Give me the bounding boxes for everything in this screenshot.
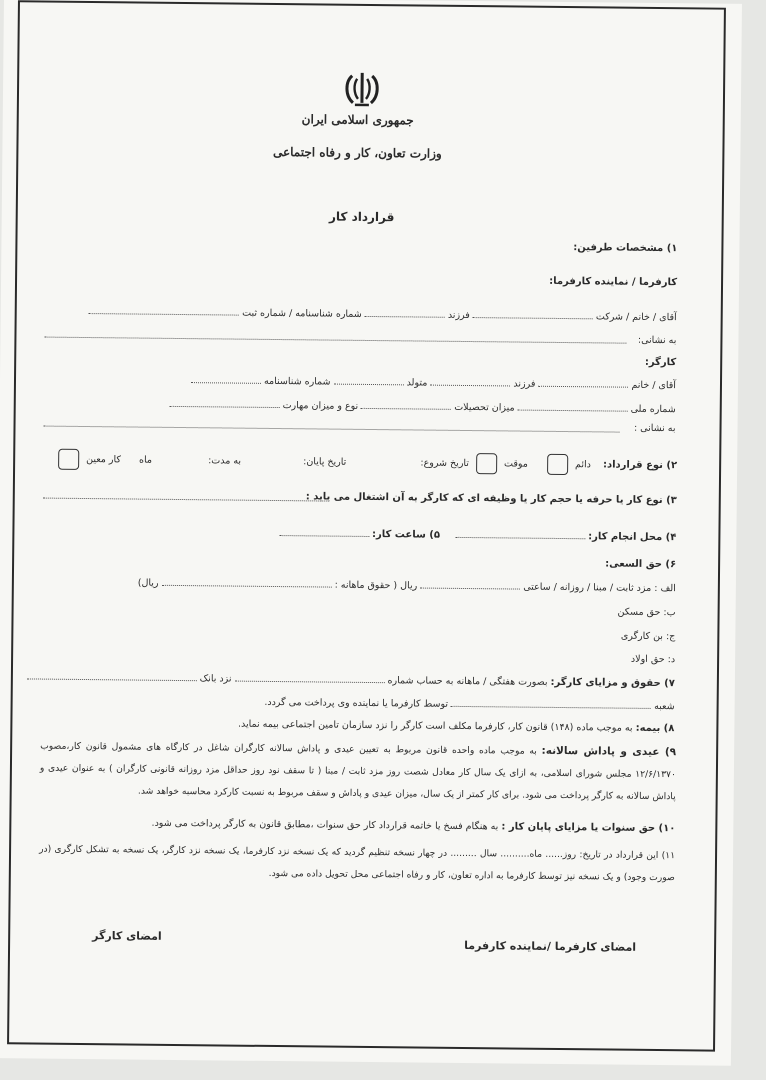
end-date-label: تاریخ پایان: xyxy=(303,456,347,468)
worker-id-label: شماره شناسنامه xyxy=(263,375,331,388)
account-number-field[interactable] xyxy=(235,673,385,684)
section-9-text: به موجب ماده واحده قانون مربوط به تعیین عیدی و پاداش سالانه کارگران شاغل در کارگاه های مشمول قانون کار،مصوب ۱۲/۶/۱۳۷۰ مجلس شورای اسلامی، به ازای یک سال کار معادل شصت روز مزد ثابت / مبنا ( تا سقف نود روز حداقل مزد روزانه قانونی کارگران ) به عنوان عیدی و پاداش سالانه به کارگر پرداخت می شود. برای کار کمتر از یک سال، میزان عیدی و پاداش و سقف مربوط به نسبت کارکرد محاسبه خواهد شد. xyxy=(39,740,676,803)
housing-allowance-label: ب: حق مسکن xyxy=(617,606,676,619)
employer-signature-label: امضای کارفرما /نماینده کارفرما xyxy=(464,939,637,954)
employer-heading: کارفرما / نماینده کارفرما: xyxy=(549,275,678,289)
monthly-salary-field[interactable] xyxy=(162,577,332,588)
section-9 xyxy=(40,735,677,809)
working-hours-label: ۵) ساعت کار: xyxy=(371,529,441,541)
worker-name-field[interactable] xyxy=(538,378,628,388)
worker-father-label: فرزند xyxy=(513,378,536,390)
section-10-text: به هنگام فسخ یا خاتمه قرارداد کار حق سنوات ،مطابق قانون به کارگر پرداخت می شود. xyxy=(151,817,499,833)
worker-national-id-label: شماره ملی xyxy=(630,403,676,416)
section-8-text: به موجب ماده (۱۴۸) قانون کار، کارفرما مکلف است کارگر را نزد سازمان تامین اجتماعی بیمه نماید. xyxy=(237,718,633,734)
workplace-label: ۴) محل انجام کار: xyxy=(588,531,677,544)
start-date-label: تاریخ شروع: xyxy=(420,457,470,470)
employer-name-field[interactable] xyxy=(473,309,593,319)
worker-heading: کارگر: xyxy=(644,356,677,369)
account-label: بصورت هفتگی / ماهانه به حساب شماره xyxy=(387,675,548,688)
child-allowance-label: د: حق اولاد xyxy=(630,653,676,666)
section-6-heading: ۶) حق السعی: xyxy=(605,558,677,571)
duration-label: به مدت: xyxy=(208,455,242,467)
branch-label: شعبه xyxy=(654,700,675,713)
section-1-heading: ۱) مشخصات طرفین: xyxy=(573,242,678,255)
section-9-heading: ۹) عیدی و پاداش سالانه: xyxy=(541,744,677,759)
section-3-heading: ۳) نوع کار یا حرفه یا حجم کار یا وظیفه ای که کارگر به آن اشتغال می یابد : xyxy=(305,491,677,507)
working-hours-field[interactable] xyxy=(279,527,369,537)
specific-work-checkbox[interactable] xyxy=(58,449,79,470)
permanent-label: دائم xyxy=(574,459,591,471)
workplace-field[interactable] xyxy=(455,529,585,539)
permanent-checkbox[interactable] xyxy=(547,454,568,475)
specific-work-label: کار معین xyxy=(86,454,122,466)
employer-name-label: آقای / خانم / شرکت xyxy=(595,311,677,324)
worker-education-field[interactable] xyxy=(361,400,451,410)
worker-birth-field[interactable] xyxy=(334,376,404,386)
worker-skill-label: نوع و میزان مهارت xyxy=(282,400,359,412)
payment-note: توسط کارفرما یا نماینده وی پرداخت می گردد. xyxy=(264,696,449,710)
temporary-checkbox[interactable] xyxy=(476,453,497,474)
worker-education-label: میزان تحصیلات xyxy=(454,401,515,414)
republic-name: جمهوری اسلامی ایران xyxy=(301,112,414,128)
worker-address-label: به نشانی : xyxy=(633,422,676,435)
worker-signature-label: امضای کارگر xyxy=(92,929,162,943)
section-10-heading: ۱۰) حق سنوات یا مزایای پایان کار : xyxy=(501,821,676,835)
branch-field[interactable] xyxy=(451,698,651,709)
month-label: ماه xyxy=(139,454,153,466)
section-11-text: ۱۱) این قرارداد در تاریخ: روز...... ماه.......... سال ......... در چهار نسخه تنظیم گردید که یک نسخه نزد کارفرما، یک نسخه نزد کارگر، یک نسخه به تشکل کارگری (در صورت وجود) و یک نسخه نیز توسط کارفرما به اداره تعاون، کار و رفاه اجتماعی محل تحویل داده می شود. xyxy=(39,843,676,884)
temporary-label: موقت xyxy=(503,458,528,470)
base-wage-field[interactable] xyxy=(420,580,520,590)
rial-label: ریال) xyxy=(137,577,159,589)
section-8-heading: ۸) بیمه: xyxy=(635,722,675,735)
iran-emblem-icon xyxy=(341,70,383,110)
page-title: قرارداد کار xyxy=(328,209,395,225)
ministry-name: وزارت تعاون، کار و رفاه اجتماعی xyxy=(272,144,442,161)
employer-id-label: شماره شناسنامه / شماره ثبت xyxy=(242,307,362,320)
worker-national-id-field[interactable] xyxy=(518,402,628,412)
base-wage-label: الف : مزد ثابت / مبنا / روزانه / ساعتی xyxy=(523,581,676,595)
bank-name-field[interactable] xyxy=(27,670,197,681)
section-11 xyxy=(39,839,675,890)
worker-birth-label: متولد xyxy=(406,377,428,389)
worker-name-label: آقای / خانم xyxy=(631,379,677,392)
employer-father-field[interactable] xyxy=(365,308,445,318)
monthly-salary-label: ریال ( حقوق ماهانه : xyxy=(334,579,418,592)
contract-type-heading: ۲) نوع قرارداد: xyxy=(602,459,678,472)
employer-address-label: به نشانی: xyxy=(637,334,677,347)
worker-father-field[interactable] xyxy=(430,377,510,387)
worker-coupon-label: ج: بن کارگری xyxy=(620,630,676,643)
employer-father-label: فرزند xyxy=(447,309,470,322)
worker-id-field[interactable] xyxy=(191,374,261,384)
section-7-heading: ۷) حقوق و مزایای کارگر: xyxy=(550,676,675,690)
employer-id-field[interactable] xyxy=(89,305,239,316)
bank-label: نزد بانک xyxy=(199,673,232,685)
worker-skill-field[interactable] xyxy=(170,398,280,408)
